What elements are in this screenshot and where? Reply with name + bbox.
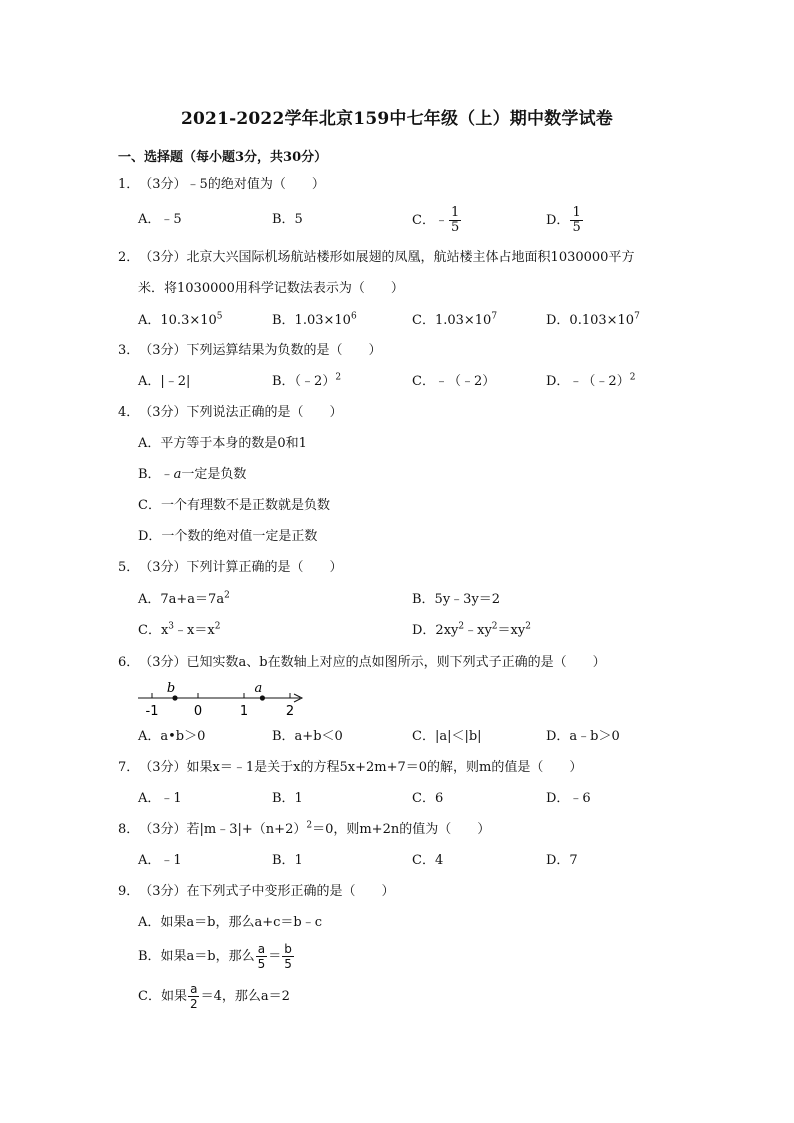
option-b — [272, 372, 341, 392]
exponent: 2 — [335, 372, 342, 383]
option-d-prefix: D． — [546, 213, 570, 228]
question-number: 4． — [118, 405, 140, 420]
option-c: C．一个有理数不是正数就是负数 — [138, 498, 330, 513]
denominator: 5 — [257, 957, 266, 971]
numerator: a — [257, 942, 266, 956]
question-2 — [118, 248, 634, 268]
exponent: 2 — [306, 820, 313, 831]
option-c: C．6 — [412, 791, 444, 806]
section-heading: 一、选择题（每小题3分，共30分） — [118, 150, 328, 165]
option-d-part: ＝xy — [497, 623, 526, 638]
question-stem: （3分）下列运算结果为负数的是（ ） — [139, 343, 382, 358]
option-c — [138, 982, 290, 1012]
option-a: A．﹣1 — [138, 791, 182, 806]
option-a-text: A．7a+a＝7a — [138, 592, 225, 607]
variable: a — [173, 467, 182, 482]
option-a — [138, 590, 230, 610]
exponent: 2 — [629, 372, 636, 383]
fraction — [188, 982, 200, 1011]
numerator: a — [190, 982, 198, 996]
fraction — [570, 206, 582, 235]
option-c-prefix: C．﹣ — [412, 213, 448, 228]
option-b: B．a+b＜0 — [272, 729, 343, 744]
exponent: 7 — [634, 311, 640, 322]
question-stem: （3分）已知实数a、b在数轴上对应的点如图所示，则下列式子正确的是（ ） — [139, 655, 606, 670]
option-b-prefix: B．﹣ — [138, 467, 174, 482]
option-a: A．平方等于本身的数是0和1 — [138, 436, 307, 451]
denominator: 5 — [572, 220, 581, 235]
numerator: 1 — [572, 205, 581, 220]
option-d-base: D．﹣（﹣2） — [546, 374, 630, 389]
question-1 — [118, 175, 325, 195]
option-c: C．﹣（﹣2） — [412, 374, 496, 389]
denominator: 5 — [450, 220, 460, 235]
question-1-options — [138, 206, 698, 242]
option-a: A．如果a＝b，那么a+c＝b﹣c — [138, 915, 322, 930]
question-number: 2． — [118, 250, 140, 265]
question-number: 9． — [118, 884, 140, 899]
fraction — [256, 942, 268, 971]
option-d: D．a﹣b＞0 — [546, 729, 620, 744]
tick-label: 1 — [239, 704, 249, 719]
question-number: 7． — [118, 760, 140, 775]
option-d — [546, 372, 635, 392]
option-b — [138, 942, 295, 972]
option-d: D．一个数的绝对值一定是正数 — [138, 529, 318, 544]
option-c-base: C．1.03×10 — [412, 313, 492, 328]
question-stem: （3分）下列说法正确的是（ ） — [139, 405, 343, 420]
question-9 — [118, 882, 395, 902]
option-c-part: ﹣x＝x — [174, 623, 215, 638]
option-d — [412, 621, 531, 641]
option-b: B．5 — [272, 212, 303, 227]
option-c: C．4 — [412, 853, 444, 868]
question-stem: （3分）﹣5的绝对值为（ ） — [139, 177, 325, 192]
page-title: 2021-2022学年北京159中七年级（上）期中数学试卷 — [181, 109, 613, 129]
option-c — [138, 621, 220, 641]
option-a: A．﹣1 — [138, 853, 182, 868]
option-b: B．1 — [272, 791, 303, 806]
exponent: 5 — [216, 311, 223, 322]
question-number: 8． — [118, 822, 140, 837]
question-4 — [118, 403, 343, 423]
question-2-line2: 米．将1030000用科学记数法表示为（ ） — [138, 281, 404, 296]
option-b — [138, 465, 246, 485]
tick-label: 0 — [193, 704, 203, 719]
point-b — [172, 695, 177, 700]
option-d — [546, 206, 584, 235]
question-stem-line1: （3分）北京大兴国际机场航站楼形如展翅的凤凰，航站楼主体占地面积1030000平方 — [139, 250, 635, 265]
option-d: D．﹣6 — [546, 791, 591, 806]
exponent: 6 — [350, 311, 357, 322]
exponent: 2 — [214, 621, 221, 632]
option-a-base: A．10.3×10 — [138, 313, 217, 328]
point-label-a: a — [254, 681, 263, 696]
question-6 — [118, 653, 606, 673]
option-c-suffix: ＝4，那么a＝2 — [200, 989, 290, 1004]
option-c-prefix: C．如果 — [138, 989, 187, 1004]
option-b-suffix: 一定是负数 — [181, 467, 247, 482]
option-c: C．|a|＜|b| — [412, 729, 482, 744]
option-b: B．1 — [272, 853, 303, 868]
question-stem-part: （3分）若|m﹣3|+（n+2） — [139, 822, 307, 837]
question-number: 1． — [118, 177, 140, 192]
exponent: 7 — [491, 311, 498, 322]
numerator: 1 — [450, 205, 460, 220]
option-d-part: D．2xy — [412, 623, 459, 638]
exponent: 3 — [168, 621, 175, 632]
option-c — [412, 311, 497, 331]
exponent: 2 — [491, 621, 498, 632]
question-5 — [118, 558, 343, 578]
option-b-base: B．1.03×10 — [272, 313, 351, 328]
exponent: 2 — [224, 590, 230, 601]
exponent: 2 — [525, 621, 531, 632]
option-a: A．|﹣2| — [138, 374, 191, 389]
question-7 — [118, 758, 582, 778]
question-3 — [118, 341, 382, 361]
denominator: 2 — [189, 997, 198, 1011]
equals-sign: ＝ — [268, 949, 282, 964]
option-a: A．a•b＞0 — [138, 729, 206, 744]
option-b — [272, 311, 357, 331]
fraction — [282, 942, 294, 971]
option-c — [412, 206, 462, 235]
question-stem-part: ＝0，则m+2n的值为（ ） — [312, 822, 491, 837]
question-8 — [118, 820, 490, 840]
option-b-base: B．（﹣2） — [272, 374, 336, 389]
tick-label: 2 — [285, 704, 295, 719]
point-label-b: b — [166, 681, 176, 696]
option-d — [546, 311, 640, 331]
numerator: b — [284, 942, 292, 956]
option-c-part: C．x — [138, 623, 169, 638]
question-stem: （3分）下列计算正确的是（ ） — [139, 560, 343, 575]
option-b: B．5y﹣3y＝2 — [412, 592, 501, 607]
question-stem: （3分）如果x＝﹣1是关于x的方程5x+2m+7＝0的解，则m的值是（ ） — [139, 760, 583, 775]
denominator: 5 — [284, 957, 292, 971]
fraction — [449, 206, 461, 235]
question-number: 3． — [118, 343, 140, 358]
number-line-figure — [134, 680, 314, 720]
option-b-prefix: B．如果a＝b，那么 — [138, 949, 255, 964]
option-d-base: D．0.103×10 — [546, 313, 635, 328]
question-stem: （3分）在下列式子中变形正确的是（ ） — [139, 884, 395, 899]
question-number: 6． — [118, 655, 140, 670]
option-d-part: ﹣xy — [464, 623, 492, 638]
option-a — [138, 311, 223, 331]
option-a: A．﹣5 — [138, 212, 182, 227]
question-number: 5． — [118, 560, 140, 575]
tick-label: -1 — [145, 704, 159, 719]
point-a — [260, 695, 265, 700]
exponent: 2 — [458, 621, 465, 632]
option-d: D．7 — [546, 853, 578, 868]
